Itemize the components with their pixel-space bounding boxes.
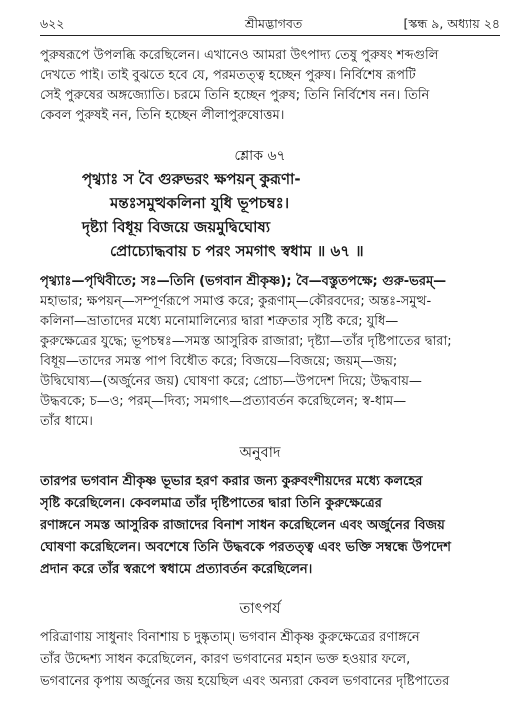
translation-line: রণাঙ্গনে সমস্ত আসুরিক রাজাদের বিনাশ সাধন করেছিলেন এবং অর্জুনের বিজয় bbox=[40, 518, 445, 533]
translation-heading: অনুবাদ bbox=[239, 445, 281, 461]
book-title: শ্রীমদ্ভাগবত bbox=[245, 16, 303, 31]
verse-line: পৃথ্ব্যাঃ স বৈ গুরুভরং ক্ষপয়ন্ কুরূণা- bbox=[82, 170, 301, 188]
purport-line: পরিত্রাণায় সাধুনাং বিনাশায় চ দুষ্কৃতাম্। ভগবান শ্রীকৃষ্ণ কুরুক্ষেত্রের রণাঙ্গনে bbox=[40, 630, 420, 645]
synonym-line: মহাভার; ক্ষপয়ন্—সম্পূর্ণরূপে সমাপ্ত করে; কুরূণাম্—কৌরবদের; অন্তঃ-সমুত্থ- bbox=[40, 294, 432, 309]
page-number: ৬২২ bbox=[40, 16, 65, 31]
translation-line: সৃষ্টি করেছিলেন। কেবলমাত্র তাঁর দৃষ্টিপাতের দ্বারা তিনি কুরুক্ষেত্রের bbox=[40, 496, 382, 511]
sloka-heading: শ্লোক ৬৭ bbox=[234, 148, 286, 164]
translation-line: ঘোষণা করেছিলেন। অবশেষে তিনি উদ্ধবকে পরতত্ত্ব এবং ভক্তি সম্বন্ধে উপদেশ bbox=[40, 540, 451, 555]
synonym-line: কুরুক্ষেত্রের যুদ্ধে; ভূপচম্বঃ—সমস্ত আসুরিক রাজারা; দৃষ্ট্যা—তাঁর দৃষ্টিপাতের দ্বারা; bbox=[40, 334, 452, 349]
synonym-line: উদ্ধবকে; চ—ও; পরম্—দিব্য; সমগাৎ—প্রত্যাবর্তন করেছিলেন; স্ব-ধাম— bbox=[40, 394, 407, 409]
synonym-line: কলিনা—ভ্রাতাদের মধ্যে মনোমালিন্যের দ্বারা শত্রুতার সৃষ্টি করে; যুধি— bbox=[40, 314, 399, 329]
intro-line: দেখতে পাই। তাই বুঝতে হবে যে, পরমতত্ত্ব হচ্ছেন পুরুষ। নির্বিশেষ রূপটি bbox=[40, 68, 416, 83]
synonym-line: তাঁর ধামে। bbox=[40, 414, 93, 429]
purport-line: তাঁর উদ্দেশ্য সাধন করেছিলেন, কারণ ভগবানের মহান ভক্ত হওয়ার ফলে, bbox=[40, 652, 411, 667]
intro-line: কেবল পুরুষই নন, তিনি হচ্ছেন লীলাপুরুষোত্তম। bbox=[40, 108, 285, 123]
header-rule bbox=[40, 35, 500, 36]
synonym-line: পৃথ্ব্যাঃ—পৃথিবীতে; সঃ—তিনি (ভগবান শ্রীকৃষ্ণ); বৈ—বস্তুতপক্ষে; গুরু-ভরম্— bbox=[40, 274, 447, 289]
synonym-line: বিধূয়—তাদের সমস্ত পাপ বিধৌত করে; বিজয়ে—বিজয়ে; জয়ম্—জয়; bbox=[40, 354, 398, 369]
chapter-reference: [স্কন্ধ ৯, অধ্যায় ২৪ bbox=[403, 16, 500, 31]
translation-line: প্রদান করে তাঁর স্বরূপে স্বধামে প্রত্যাবর্তন করেছিলেন। bbox=[40, 562, 313, 577]
purport-heading: তাৎপর্য bbox=[239, 601, 281, 617]
verse-line: দৃষ্ট্যা বিধূয় বিজয়ে জয়মুদ্বিঘোষ্য bbox=[82, 218, 271, 236]
verse-line: মন্তঃসমুত্থকলিনা যুধি ভূপচম্বঃ। bbox=[110, 194, 290, 212]
translation-line: তারপর ভগবান শ্রীকৃষ্ণ ভূভার হরণ করার জন্য কুরুবংশীয়দের মধ্যে কলহের bbox=[40, 474, 423, 489]
synonym-line: উদ্বিঘোষ্য—(অর্জুনের জয়) ঘোষণা করে; প্রোচ্য—উপদেশ দিয়ে; উদ্ধবায়— bbox=[40, 374, 422, 389]
intro-line: সেই পুরুষের অঙ্গজ্যোতি। চরমে তিনি হচ্ছেন পুরুষ; তিনি নির্বিশেষ নন। তিনি bbox=[40, 88, 430, 103]
verse-line: প্রোচ্যোদ্ধবায় চ পরং সমগাৎ স্বধাম ॥ ৬৭ ॥ bbox=[110, 242, 364, 260]
purport-line: ভগবানের কৃপায় অর্জুনের জয় হয়েছিল এবং অন্যরা কেবল ভগবানের দৃষ্টিপাতের bbox=[40, 674, 450, 689]
intro-line: পুরুষরূপে উপলব্ধি করেছিলেন। এখানেও আমরা উৎপাদ্য তেষু পুরুষং শব্দগুলি bbox=[40, 48, 439, 63]
